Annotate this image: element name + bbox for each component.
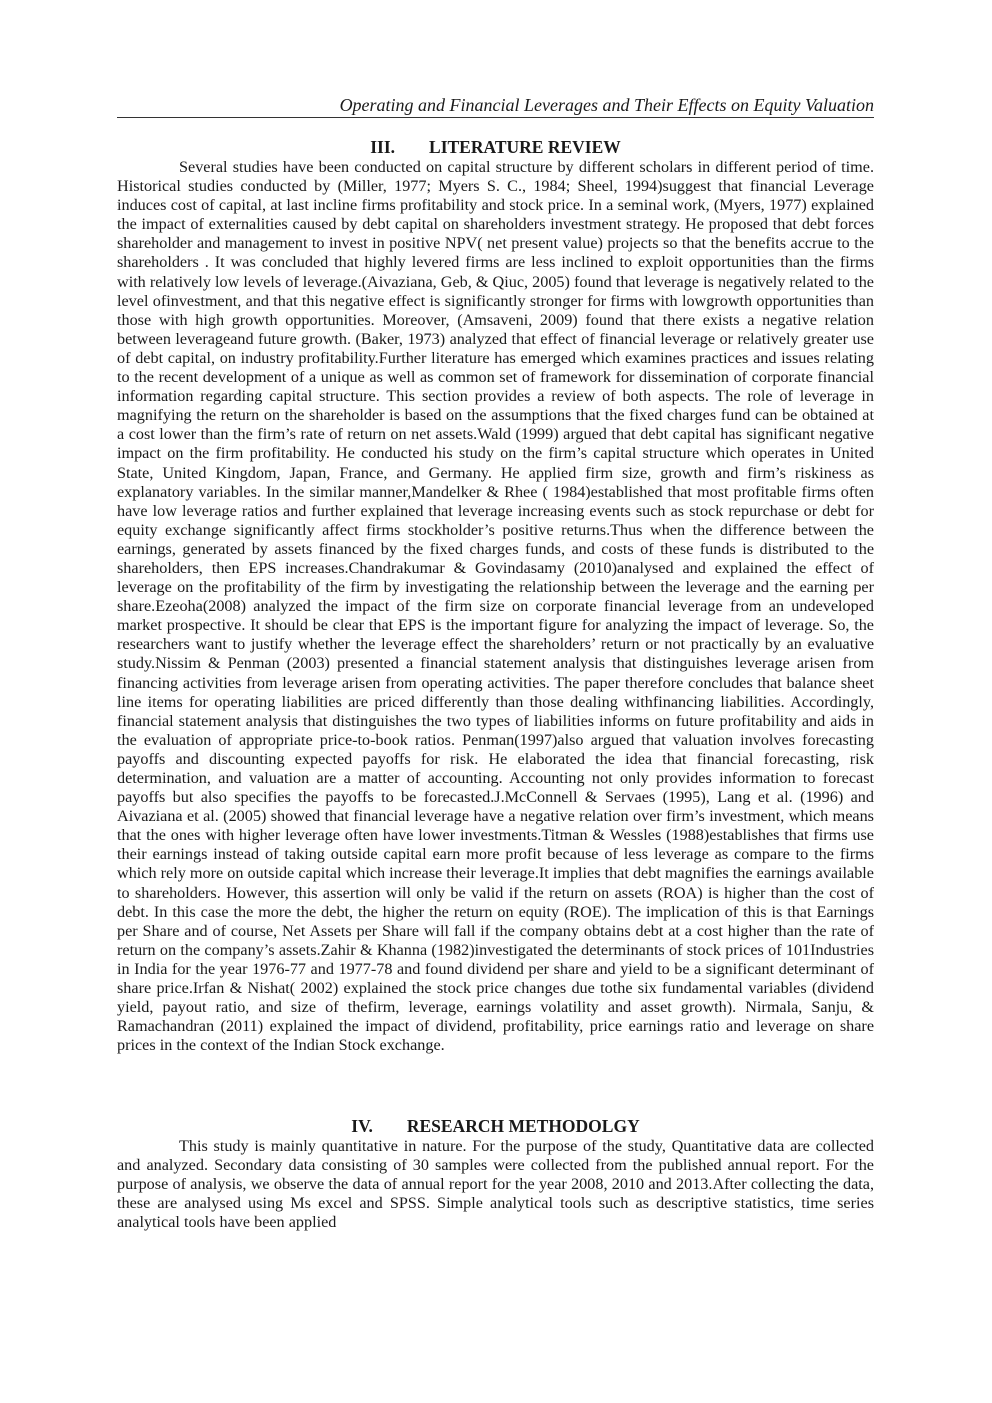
section-number: III. — [370, 137, 396, 157]
section-heading-literature-review — [117, 137, 874, 157]
literature-review-paragraph: Several studies have been conducted on capital structure by different scholars in different period of time. Historical studies conducted by (Miller, 1977; Myers S. C., 1984; Sheel, 1994)suggest that financial Leverage induces cost of capital, at last incline firms profitability and stock price. In a seminal work, (Myers, 1977) explained the impact of externalities caused by debt capital on shareholders investment strategy. He proposed that debt forces shareholder and management to invest in positive NPV( net present value) projects so that the benefits accrue to the shareholders . It was concluded that highly levered firms are less inclined to exploit opportunities than the firms with relatively low levels of leverage.(Aivaziana, Geb, & Qiuc, 2005) found that leverage is negatively related to the level ofinvestment, and that this negative effect is significantly stronger for firms with lowgrowth opportunities than those with high growth opportunities. Moreover, (Amsaveni, 2009) found that there exists a negative relation between leverageand future growth. (Baker, 1973) analyzed that effect of financial leverage or relatively greater use of debt capital, on industry profitability.Further literature has emerged which examines practices and issues relating to the recent development of a unique as well as common set of framework for dissemination of corporate financial information regarding capital structure. This section provides a review of both aspects. The role of leverage in magnifying the return on the shareholder is based on the assumptions that the fixed charges fund can be obtained at a cost lower than the firm’s rate of return on net assets.Wald (1999) argued that debt capital has significant negative impact on the firm profitability. He conducted his study on the firm’s capital structure which operates in United State, United Kingdom, Japan, France, and Germany. He applied firm size, growth and firm’s riskiness as explanatory variables. In the similar manner,Mandelker & Rhee ( 1984)established that most profitable firms often have low leverage ratios and further explained that leverage increasing events such as stock repurchase or debt for equity exchange significantly affect firms stockholder’s positive returns.Thus when the difference between the earnings, generated by assets financed by the fixed charges funds, and costs of these funds is distributed to the shareholders, then EPS increases.Chandrakumar & Govindasamy (2010)analysed and explained the effect of leverage on the profitability of the firm by investigating the relationship between the leverage and the earning per share.Ezeoha(2008) analyzed the impact of the firm size on corporate financial leverage from an undeveloped market prospective. It should be clear that EPS is the important figure for analyzing the impact of leverage. So, the researchers want to justify whether the leverage effect the shareholders’ return or not practically by an evaluative study.Nissim & Penman (2003) presented a financial statement analysis that distinguishes leverage arisen from financing activities from leverage arisen from operating activities. The paper therefore concludes that balance sheet line items for operating liabilities are priced differently than those dealing withfinancing liabilities. Accordingly, financial statement analysis that distinguishes the two types of liabilities informs on future profitability and aids in the evaluation of appropriate price-to-book ratios. Penman(1997)also argued that valuation involves forecasting payoffs and discounting expected payoffs for risk. He elaborated the idea that financial forecasting, risk determination, and valuation are a matter of accounting. Accounting not only provides information to forecast payoffs but also specifies the payoffs to be forecasted.J.McConnell & Servaes (1995), Lang et al. (1996) and Aivaziana et al. (2005) showed that financial leverage have a negative relation over firm’s investment, which means that the ones with higher leverage often have lower investments.Titman & Wessles (1988)establishes that firms use their earnings instead of taking outside capital earn more profit because of less leverage as compare to the firms which rely more on outside capital which increase their leverage.It implies that debt magnifies the earnings available to shareholders. However, this assertion will only be valid if the return on assets (ROA) is higher than the cost of debt. In this case the more the debt, the higher the return on equity (ROE). The implication of this is that Earnings per Share and of course, Net Assets per Share will fall if the company obtains debt at a cost higher than the rate of return on the company’s assets.Zahir & Khanna (1982)investigated the determinants of stock prices of 101Industries in India for the year 1976-77 and 1977-78 and found dividend per share and yield to be a significant determinant of share price.Irfan & Nishat( 2002) explained the stock price changes due tothe six fundamental variables (dividend yield, payout ratio, and size of thefirm, leverage, earnings volatility and asset growth). Nirmala, Sanju, & Ramachandran (2011) explained the impact of dividend, profitability, price earnings ratio and leverage on share prices in the context of the Indian Stock exchange. — [117, 158, 874, 1055]
research-methodology-paragraph: This study is mainly quantitative in nature. For the purpose of the study, Quantitative data are collected and analyzed. Secondary data consisting of 30 samples were collected from the published annual report. For the purpose of analysis, we observe the data of annual report for the year 2008, 2010 and 2013.After collecting the data, these are analysed using Ms excel and SPSS. Simple analytical tools such as descriptive statistics, time series analytical tools have been applied — [117, 1137, 874, 1232]
section-number: IV. — [351, 1116, 373, 1136]
section-heading-research-methodology — [117, 1116, 874, 1136]
header-divider — [117, 117, 874, 118]
section-title: RESEARCH METHODOLGY — [406, 1116, 640, 1136]
running-header: Operating and Financial Leverages and Their Effects on Equity Valuation — [339, 95, 874, 115]
section-title: LITERATURE REVIEW — [429, 137, 621, 157]
